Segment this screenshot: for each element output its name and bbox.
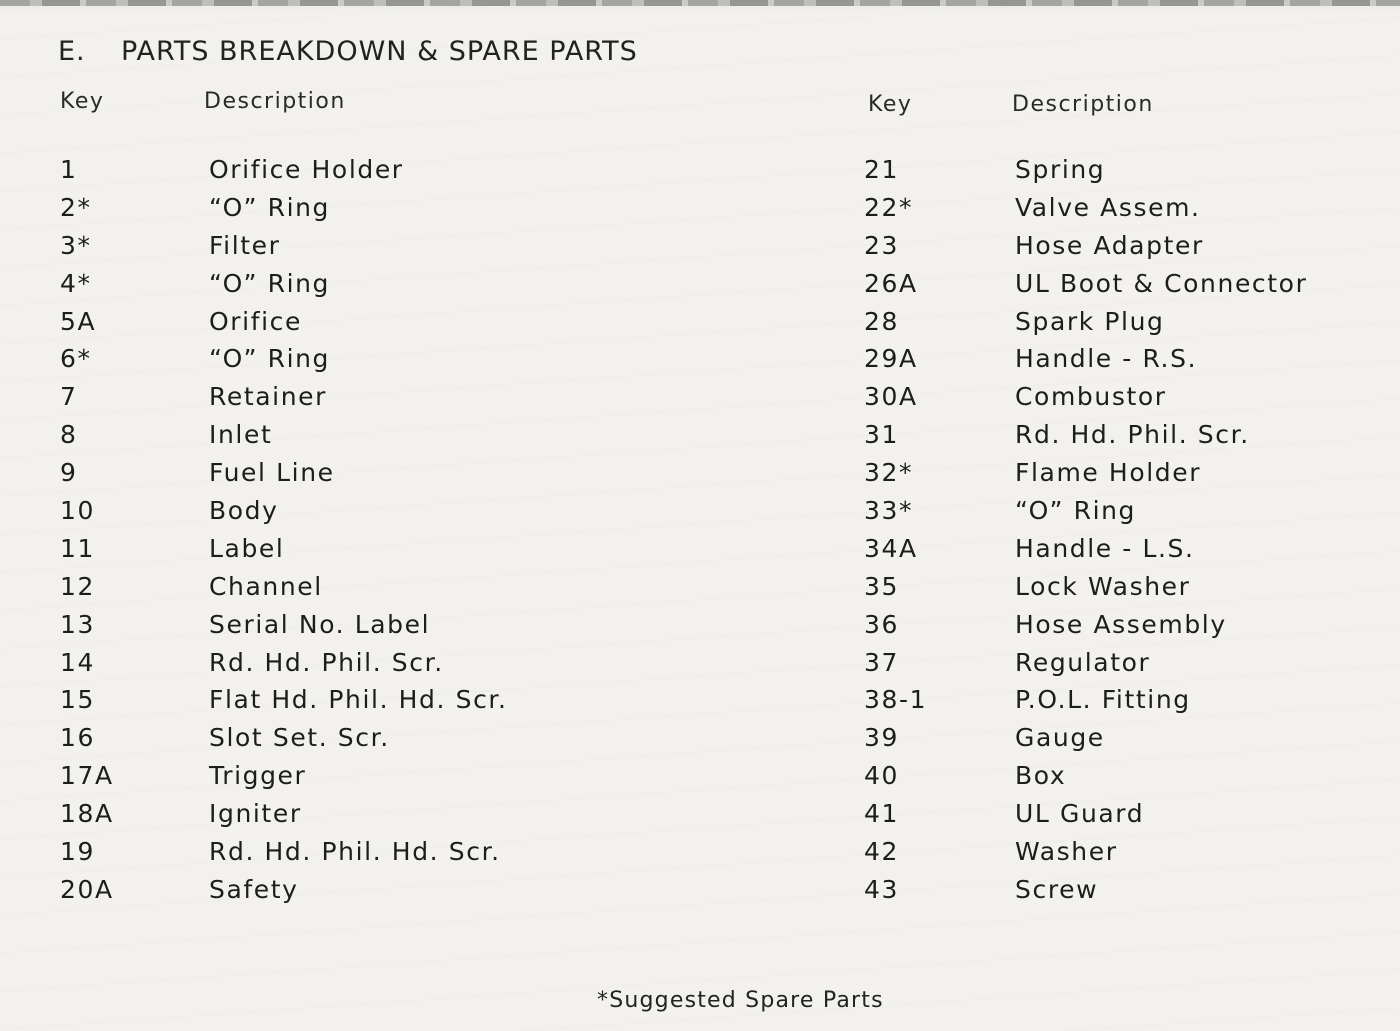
part-description: Flat Hd. Phil. Hd. Scr. [209,685,508,715]
part-key: 23 [864,230,900,260]
top-edge-rule [0,0,1400,6]
right-key-header: Key [868,92,913,117]
part-description: Channel [209,571,323,601]
part-description: Body [209,496,279,526]
part-key: 1 [60,155,78,184]
part-key: 31 [864,420,900,450]
part-key: 42 [864,837,900,867]
part-key: 14 [60,647,96,677]
section-title: PARTS BREAKDOWN & SPARE PARTS [121,36,638,67]
part-key: 6* [60,344,92,374]
part-key: 8 [60,420,78,450]
part-description: Spring [1015,155,1106,184]
part-key: 12 [60,571,96,601]
part-description: Flame Holder [1015,458,1202,488]
part-key: 19 [60,837,96,867]
part-description: P.O.L. Fitting [1015,685,1191,715]
part-key: 34A [864,533,918,563]
part-description: Slot Set. Scr. [209,723,390,753]
part-description: Handle - L.S. [1015,533,1195,563]
left-key-header: Key [60,89,105,114]
part-description: Rd. Hd. Phil. Scr. [209,647,444,677]
part-key: 21 [864,155,900,184]
part-description: Rd. Hd. Phil. Scr. [1015,420,1250,450]
left-description-header: Description [204,89,346,114]
part-key: 36 [864,609,900,639]
part-key: 39 [864,723,900,753]
part-description: Label [209,533,285,563]
part-description: Regulator [1015,647,1151,677]
part-description: Washer [1015,837,1118,867]
section-heading [58,36,638,67]
part-key: 15 [60,685,96,715]
part-key: 33* [864,496,914,526]
part-key: 30A [864,382,918,412]
part-description: Orifice [209,306,302,336]
part-key: 37 [864,647,900,677]
part-description: “O” Ring [209,344,331,374]
part-key: 13 [60,609,96,639]
part-key: 28 [864,306,900,336]
part-description: Spark Plug [1015,306,1165,336]
part-key: 22* [864,192,914,222]
part-key: 2* [60,192,92,222]
part-description: UL Guard [1015,799,1145,829]
part-key: 11 [60,533,96,563]
part-description: Box [1015,761,1067,791]
part-description: Fuel Line [209,458,335,488]
part-key: 4* [60,268,92,298]
part-key: 40 [864,761,900,791]
part-description: UL Boot & Connector [1015,268,1308,298]
part-description: Safety [209,874,299,904]
part-description: Filter [209,230,281,260]
part-description: Valve Assem. [1015,192,1201,222]
part-key: 18A [60,799,114,829]
part-key: 32* [864,458,914,488]
part-description: Lock Washer [1015,571,1191,601]
part-description: Rd. Hd. Phil. Hd. Scr. [209,837,501,867]
section-letter: E. [58,36,86,67]
spare-parts-footnote: *Suggested Spare Parts [597,988,884,1013]
part-description: “O” Ring [1015,496,1137,526]
part-description: Retainer [209,382,328,412]
part-description: Gauge [1015,723,1105,753]
part-key: 5A [60,306,97,336]
part-key: 20A [60,874,114,904]
part-description: Trigger [209,761,307,791]
part-description: Igniter [209,799,302,829]
part-description: Combustor [1015,382,1167,412]
part-key: 10 [60,496,96,526]
part-key: 29A [864,344,918,374]
right-description-header: Description [1012,92,1154,117]
part-key: 41 [864,799,900,829]
part-key: 3* [60,230,92,260]
part-key: 26A [864,268,918,298]
part-description: Hose Adapter [1015,230,1204,260]
part-description: Orifice Holder [209,155,404,184]
part-key: 43 [864,874,900,904]
part-key: 35 [864,571,900,601]
part-description: Hose Assembly [1015,609,1227,639]
part-description: Serial No. Label [209,609,431,639]
part-key: 7 [60,382,78,412]
part-description: Handle - R.S. [1015,344,1198,374]
part-key: 16 [60,723,96,753]
part-description: Inlet [209,420,273,450]
part-key: 38-1 [864,685,928,715]
part-description: Screw [1015,874,1099,904]
part-description: “O” Ring [209,268,331,298]
part-key: 17A [60,761,114,791]
part-key: 9 [60,458,78,488]
part-description: “O” Ring [209,192,331,222]
